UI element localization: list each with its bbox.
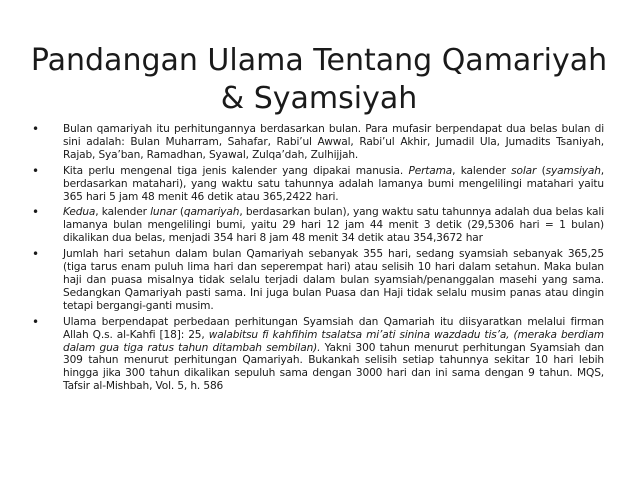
bullet-dot-icon (32, 248, 42, 262)
bullet-item-2 (32, 165, 604, 204)
slide-title (30, 42, 608, 118)
bullet-item-3 (32, 206, 604, 245)
bullet-text: , berdasarkan matahari), yang waktu satu tahunnya adalah lamanya bumi mengelilingi matahari yaitu 365 hari 5 jam 48 menit 46 detik atau 365,2422 hari. (63, 164, 605, 203)
bullet-list (32, 123, 604, 396)
bullet-dot-icon (32, 123, 42, 137)
bullet-item-1 (32, 123, 604, 162)
bullet-text: Ulama berpendapat perbedaan perhitungan Syamsiah dan Qamariah itu diisyaratkan melalui firman Allah Q.s. al-Kahfi [18]: 25, (63, 315, 604, 341)
bullet-text: Bulan qamariyah itu perhitungannya berdasarkan bulan. Para mufasir berpendapat dua belas bulan di sini adalah: Bulan Muharram, Sahafar, Rabi’ul Awwal, Rabi’ul Akhir, Jumadil Ula, Jumadits Tsaniyah, Rajab, Sya’ban, Ramadhan, Syawal, Zulqa’dah, Zulhijjah. (63, 123, 604, 161)
bullet-emphasis: syamsiyah (545, 164, 601, 177)
bullet-emphasis: solar (511, 164, 537, 177)
bullet-emphasis: Kedua (63, 206, 96, 219)
bullet-text: ( (536, 164, 546, 177)
slide-title-line-2: & Syamsiyah (220, 81, 418, 117)
bullet-dot-icon (32, 316, 42, 330)
bullet-text: Kita perlu mengenal tiga jenis kalender yang dipakai manusia. (63, 164, 409, 177)
bullet-text: Yakni 300 tahun menurut perhitungan Syamsiah dan 309 tahun menurut perhitungan Qamariyah. Bukankah selisih setiap tahunnya sekitar 10 hari lebih hingga jika 300 tahun dikalikan sepuluh sama dengan 3000 hari dan ini sama dengan 9 tahun. MQS, Tafsir al-Mishbah, Vol. 5, h. 586 (63, 341, 604, 393)
bullet-emphasis: qamariyah (183, 206, 240, 219)
slide-title-line-1: Pandangan Ulama Tentang Qamariyah (30, 43, 608, 79)
bullet-item-4 (32, 248, 604, 313)
bullet-text: ( (176, 206, 184, 219)
bullet-text: , berdasarkan bulan), yang waktu satu tahunnya adalah dua belas kali lamanya bulan mengelilingi bumi, yaitu 29 hari 12 jam 44 menit 3 detik (29,5306 hari = 1 bulan) dikalikan dua belas, menjadi 354 hari 8 jam 48 menit 34 detik atau 354,3672 har (63, 206, 604, 245)
bullet-emphasis: walabitsu fi kahfihim tsalatsa mi’ati sinina wazdadu tis’a, (meraka berdiam dalam gua tiga ratus tahun ditambah sembilan). (63, 328, 604, 354)
bullet-dot-icon (32, 206, 42, 220)
bullet-emphasis: lunar (150, 206, 177, 219)
bullet-dot-icon (32, 165, 42, 179)
bullet-text: , kalender (95, 206, 151, 219)
bullet-text: Jumlah hari setahun dalam bulan Qamariyah sebanyak 355 hari, sedang syamsiah sebanyak 365,25 (tiga tarus enam puluh lima hari dan seperempat hari) atau selisih 10 hari dalam setahun. Maka bulan haji dan puasa misalnya tidak selalu terjadi dalam bulan syamsiah/penanggalan masehi yang sama. Sedangkan Qamariyah pasti sama. Ini juga bulan Puasa dan Haji tidak selalu musim panas atau dingin tetapi bergangi-ganti musim. (63, 248, 604, 312)
bullet-emphasis: Pertama (408, 164, 453, 177)
bullet-text: , kalender (452, 164, 512, 177)
bullet-item-5 (32, 316, 604, 393)
